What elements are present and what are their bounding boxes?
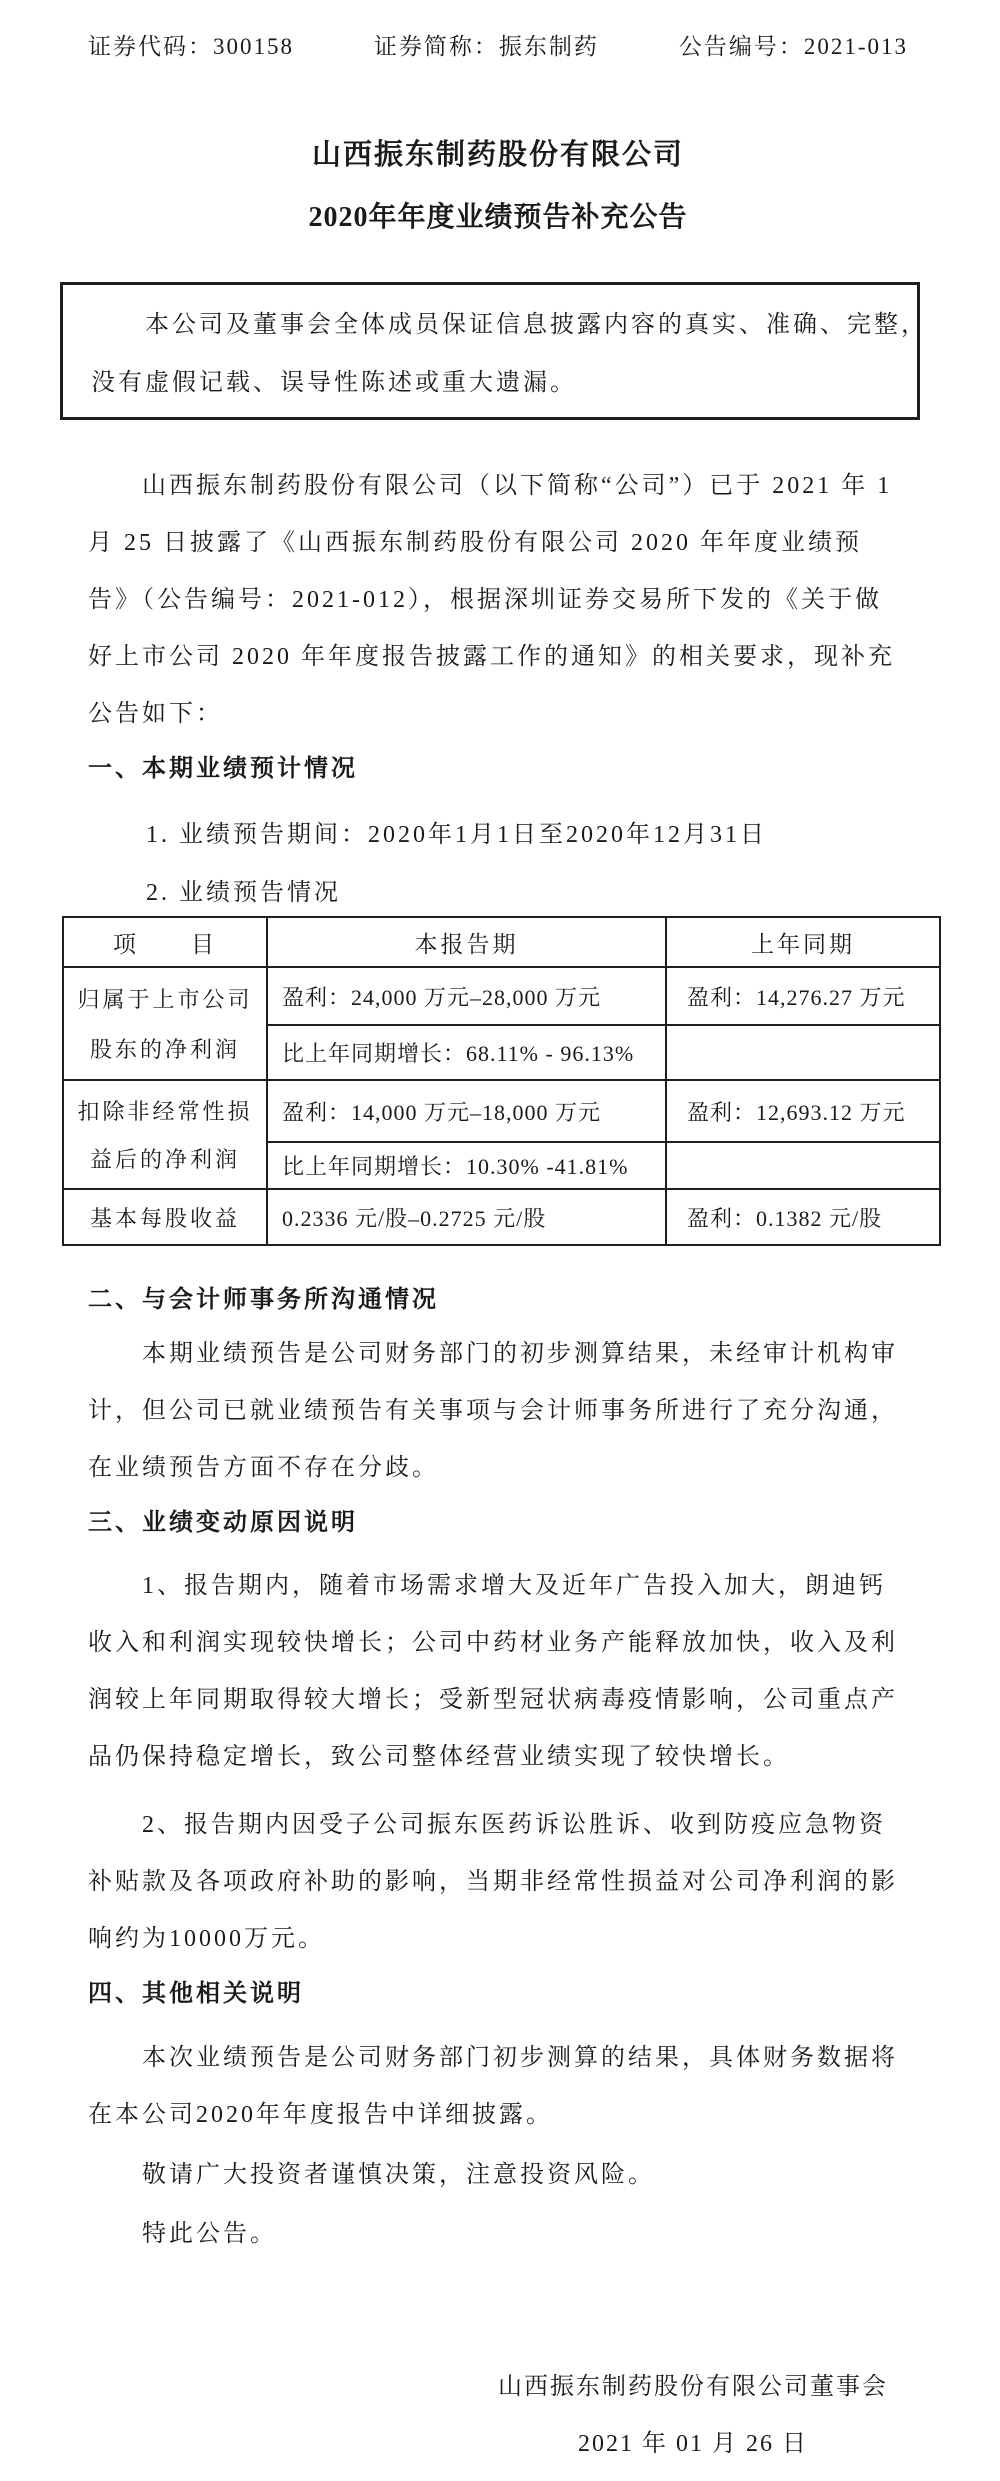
announcement-number: 公告编号：2021-013 <box>678 34 908 59</box>
table-row-deducted-profit-label <box>64 1081 268 1190</box>
deducted-profit-growth-value: 比上年同期增长：10.30% -41.81% <box>268 1143 667 1190</box>
forecast-summary-item: 2. 业绩预告情况 <box>146 880 341 906</box>
eps-prior-value: 盈利：0.1382 元/股 <box>687 1205 883 1231</box>
investor-notice: 敬请广大投资者谨慎决策，注意投资风险。 <box>142 2162 655 2188</box>
performance-table <box>62 916 941 1246</box>
table-row-eps-label: 基本每股收益 <box>64 1190 268 1244</box>
table-item-line: 归属于上市公司 <box>77 987 253 1013</box>
section4-line: 本次业绩预告是公司财务部门初步测算的结果，具体财务数据将 <box>142 2045 898 2071</box>
empty-cell <box>667 1026 939 1081</box>
stock-code: 证券代码：300158 <box>88 34 294 59</box>
deducted-profit-prior-value: 盈利：12,693.12 万元 <box>667 1081 939 1143</box>
intro-line: 山西振东制药股份有限公司（以下简称“公司”）已于 2021 年 1 <box>142 473 893 499</box>
section2-heading: 二、与会计师事务所沟通情况 <box>88 1286 439 1313</box>
table-item-line: 益后的净利润 <box>89 1146 240 1172</box>
net-profit-growth-value: 比上年同期增长：68.11% - 96.13% <box>268 1026 667 1081</box>
section4-line: 在本公司2020年年度报告中详细披露。 <box>88 2102 553 2128</box>
intro-paragraph <box>88 458 908 743</box>
section3-line: 2、报告期内因受子公司振东医药诉讼胜诉、收到防疫应急物资 <box>142 1812 886 1838</box>
section3-line: 响约为10000万元。 <box>88 1926 325 1952</box>
section2-paragraph <box>88 1326 908 1497</box>
disclaimer-line: 本公司及董事会全体成员保证信息披露内容的真实、准确、完整， <box>145 312 928 338</box>
section3-line: 品仍保持稳定增长，致公司整体经营业绩实现了较快增长。 <box>88 1744 790 1770</box>
board-signature: 山西振东制药股份有限公司董事会 <box>498 2374 888 2400</box>
section3-paragraph-1 <box>88 1558 908 1786</box>
section1-heading: 一、本期业绩预计情况 <box>88 755 358 782</box>
closing-statement: 特此公告。 <box>142 2221 277 2247</box>
section4-heading: 四、其他相关说明 <box>88 1980 304 2007</box>
section3-heading: 三、业绩变动原因说明 <box>88 1509 358 1536</box>
announcement-title: 2020年年度业绩预告补充公告 <box>308 202 688 233</box>
section3-line: 1、报告期内，随着市场需求增大及近年广告投入加大，朗迪钙 <box>142 1573 886 1599</box>
eps-current-value: 0.2336 元/股–0.2725 元/股 <box>268 1190 667 1244</box>
document-meta-row <box>88 18 908 76</box>
intro-line: 好上市公司 2020 年年度报告披露工作的通知》的相关要求，现补充 <box>88 644 895 670</box>
table-header-current-period: 本报告期 <box>268 918 667 968</box>
section3-line: 润较上年同期取得较大增长；受新型冠状病毒疫情影响，公司重点产 <box>88 1687 898 1713</box>
disclaimer-line: 没有虚假记载、误导性陈述或重大遗漏。 <box>91 370 577 396</box>
section3-line: 收入和利润实现较快增长；公司中药材业务产能释放加快，收入及利 <box>88 1630 898 1656</box>
table-item-line: 扣除非经常性损 <box>77 1099 253 1125</box>
table-row-net-profit-label <box>64 968 268 1081</box>
announcement-date: 2021 年 01 月 26 日 <box>578 2431 808 2457</box>
section2-line: 本期业绩预告是公司财务部门的初步测算结果，未经审计机构审 <box>142 1341 898 1367</box>
table-header-prior-period: 上年同期 <box>667 918 939 968</box>
forecast-period-item: 1. 业绩预告期间：2020年1月1日至2020年12月31日 <box>146 822 767 848</box>
section3-line: 补贴款及各项政府补助的影响，当期非经常性损益对公司净利润的影 <box>88 1869 898 1895</box>
intro-line: 月 25 日披露了《山西振东制药股份有限公司 2020 年年度业绩预 <box>88 530 862 556</box>
company-title: 山西振东制药股份有限公司 <box>311 139 684 171</box>
table-item-line: 股东的净利润 <box>89 1036 240 1062</box>
section4-paragraph <box>88 2030 908 2144</box>
section3-paragraph-2 <box>88 1797 908 1968</box>
table-header-item: 项 目 <box>64 918 268 968</box>
stock-short-name: 证券简称：振东制药 <box>373 34 599 59</box>
deducted-profit-current-value: 盈利：14,000 万元–18,000 万元 <box>268 1081 667 1143</box>
net-profit-prior-value: 盈利：14,276.27 万元 <box>667 968 939 1026</box>
signature-block <box>478 2359 908 2473</box>
disclaimer-box <box>60 282 928 420</box>
intro-line: 告》（公告编号：2021-012），根据深圳证券交易所下发的《关于做 <box>88 587 882 613</box>
intro-line: 公告如下： <box>88 701 223 727</box>
section2-line: 计，但公司已就业绩预告有关事项与会计师事务所进行了充分沟通， <box>88 1398 898 1424</box>
empty-cell <box>667 1143 939 1190</box>
net-profit-current-value: 盈利：24,000 万元–28,000 万元 <box>268 968 667 1026</box>
section2-line: 在业绩预告方面不存在分歧。 <box>88 1455 439 1481</box>
